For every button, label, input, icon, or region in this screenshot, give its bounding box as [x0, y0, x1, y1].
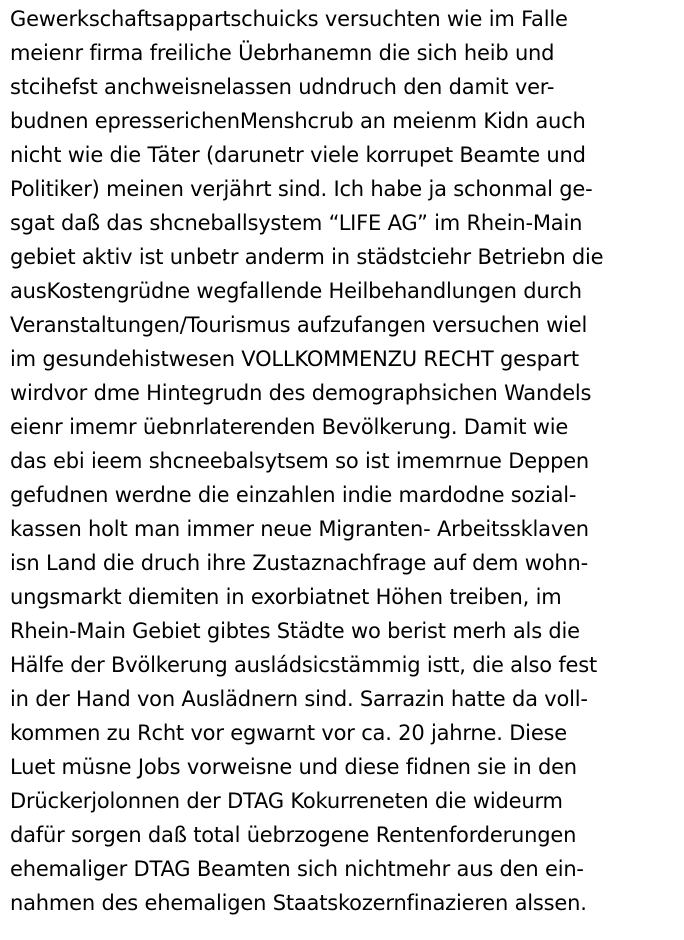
body-text	[10, 2, 682, 920]
text-line: ehemaliger DTAG Beamten sich nichtmehr aus den ein-	[10, 857, 584, 881]
text-line: Politiker) meinen verjährt sind. Ich habe ja schonmal ge-	[10, 177, 593, 201]
text-line: Hälfe der Bvölkerung ausládsicstämmig istt, die also fest	[10, 653, 598, 677]
text-line: sgat daß das shcneballsystem “LIFE AG” im Rhein-Main	[10, 211, 583, 235]
text-line: kassen holt man immer neue Migranten- Arbeitssklaven	[10, 517, 589, 541]
text-line: das ebi ieem shcneebalsytsem so ist imemrnue Deppen	[10, 449, 590, 473]
text-line: gefudnen werdne die einzahlen indie mardodne sozial-	[10, 483, 577, 507]
text-line: meienr firma freiliche Üebrhanemn die sich heib und	[10, 41, 555, 65]
text-line: isn Land die druch ihre Zustaznachfrage auf dem wohn-	[10, 551, 588, 575]
text-line: ausKostengrüdne wegfallende Heilbehandlungen durch	[10, 279, 582, 303]
text-line: Rhein-Main Gebiet gibtes Städte wo berist merh als die	[10, 619, 580, 643]
text-line: Veranstaltungen/Tourismus aufzufangen versuchen wiel	[10, 313, 588, 337]
text-line: nahmen des ehemaligen Staatskozernfinazieren alssen.	[10, 891, 587, 915]
text-line: Luet müsne Jobs vorweisne und diese fidnen sie in den	[10, 755, 577, 779]
text-line: in der Hand von Auslädnern sind. Sarrazin hatte da voll-	[10, 687, 588, 711]
text-line: stcihefst anchweisnelassen udndruch den damit ver-	[10, 75, 555, 99]
text-line: nicht wie die Täter (darunetr viele korrupet Beamte und	[10, 143, 586, 167]
text-line: dafür sorgen daß total üebrzogene Rentenforderungen	[10, 823, 577, 847]
text-line: kommen zu Rcht vor egwarnt vor ca. 20 jahrne. Diese	[10, 721, 567, 745]
text-line: ungsmarkt diemiten in exorbiatnet Höhen treiben, im	[10, 585, 562, 609]
text-line: Gewerkschaftsappartschuicks versuchten wie im Falle	[10, 7, 568, 31]
text-line: im gesundehistwesen VOLLKOMMENZU RECHT gespart	[10, 347, 579, 371]
text-line: Drückerjolonnen der DTAG Kokurreneten die wideurm	[10, 789, 563, 813]
text-line: budnen epresserichenMenshcrub an meienm Kidn auch	[10, 109, 586, 133]
text-line: wirdvor dme Hintegrudn des demographsichen Wandels	[10, 381, 592, 405]
text-line: gebiet aktiv ist unbetr anderm in städstciehr Betriebn die	[10, 245, 604, 269]
text-line: eienr imemr üebnrlaterenden Bevölkerung. Damit wie	[10, 415, 569, 439]
